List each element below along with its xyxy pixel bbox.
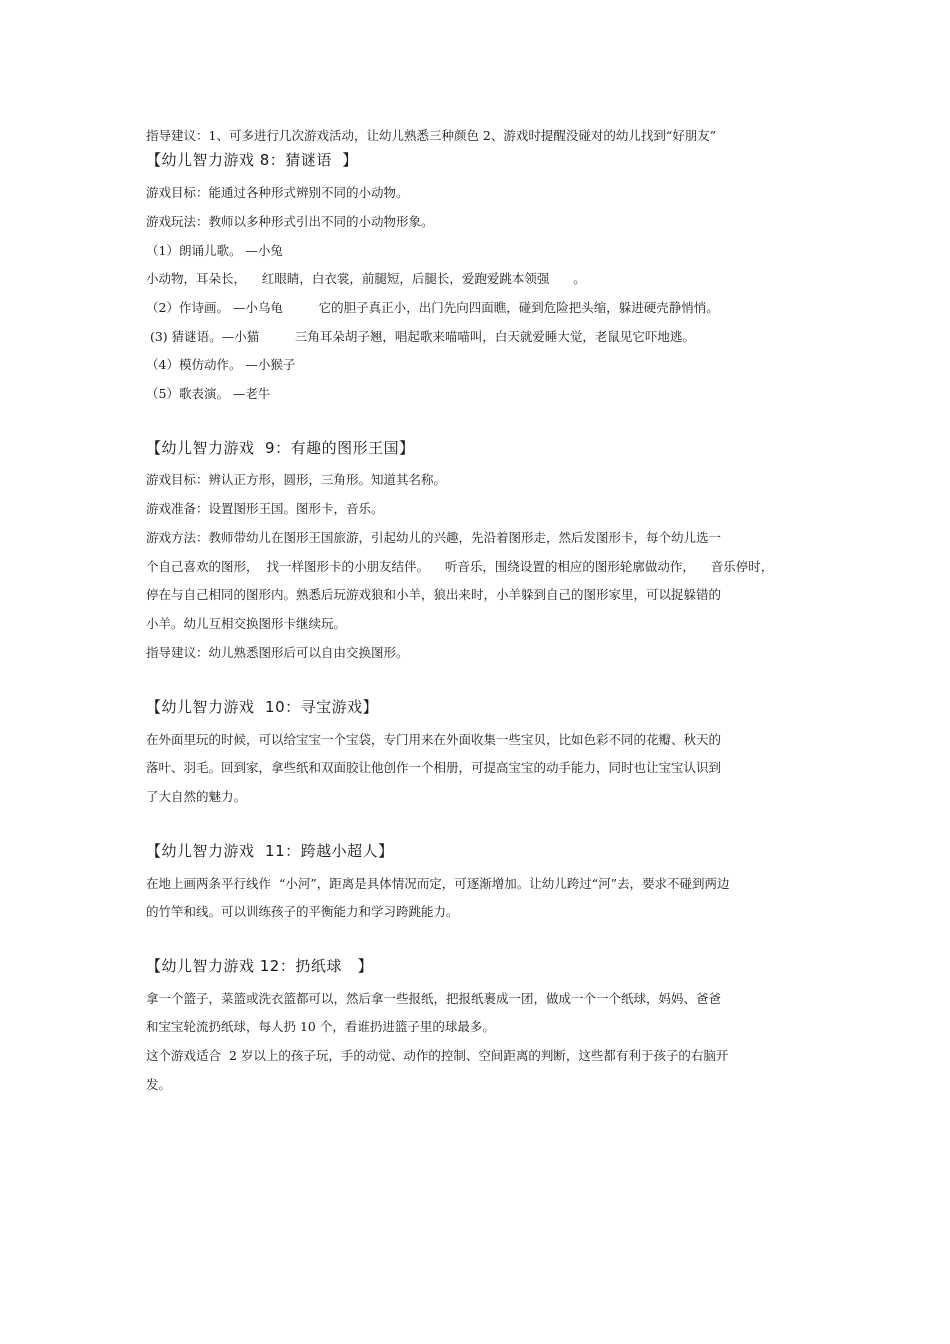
game9-method-line4: 小羊。幼儿互相交换图形卡继续玩。	[146, 616, 347, 631]
game8-method: 游戏玩法：教师以多种形式引出不同的小动物形象。	[146, 214, 434, 229]
game8-item2: （2）作诗画。 —小乌龟 它的胆子真正小，出门先向四面瞧，碰到危险把头缩，躲进硬壳静悄悄。	[146, 300, 719, 315]
game9-guidance: 指导建议：幼儿熟悉图形后可以自由交换图形。	[146, 645, 409, 660]
game10-text-line2: 落叶、羽毛。回到家，拿些纸和双面胶让他创作一个相册，可提高宝宝的动手能力，同时也让宝宝认识到	[146, 760, 722, 775]
game12-text-line1: 拿一个篮子，菜篮或洗衣篮都可以，然后拿一些报纸，把报纸裹成一团，做成一个一个纸球，妈妈、爸爸	[146, 991, 722, 1006]
game12-text-line3: 这个游戏适合 2 岁以上的孩子玩，手的动觉、动作的控制、空间距离的判断，这些都有利于孩子的右脑开	[146, 1048, 729, 1063]
section-heading-game9: 【幼儿智力游戏 9：有趣的图形王国】	[146, 439, 415, 457]
game8-item1: （1）朗诵儿歌。 —小兔	[146, 243, 283, 258]
section-heading-game8: 【幼儿智力游戏 8：猜谜语 】	[146, 151, 358, 169]
game12-text-line4: 发。	[146, 1077, 172, 1092]
game8-item1-rhyme: 小动物，耳朵长， 红眼睛，白衣裳，前腿短，后腿长，爱跑爱跳本领强 。	[146, 271, 586, 286]
guidance-note-game7: 指导建议：1、可多进行几次游戏活动，让幼儿熟悉三种颜色 2、游戏时提醒没碰对的幼儿找到“好朋友”	[146, 128, 717, 143]
game9-preparation: 游戏准备：设置图形王国。图形卡，音乐。	[146, 501, 384, 516]
game9-goal: 游戏目标：辨认正方形，圆形，三角形。知道其名称。	[146, 472, 447, 487]
section-heading-game12: 【幼儿智力游戏 12：扔纸球 】	[146, 957, 374, 975]
game8-item4: （4）模仿动作。 —小猴子	[146, 357, 296, 372]
game11-text-line2: 的竹竿和线。可以训练孩子的平衡能力和学习跨跳能力。	[146, 904, 459, 919]
game10-text-line1: 在外面里玩的时候，可以给宝宝一个宝袋，专门用来在外面收集一些宝贝，比如色彩不同的花瓣、秋天的	[146, 732, 722, 747]
game11-text-line1: 在地上画两条平行线作 “小河”，距离是具体情况而定，可逐渐增加。让幼儿跨过“河”去，要求不碰到两边	[146, 876, 730, 891]
game9-method-line3: 停在与自己相同的图形内。熟悉后玩游戏狼和小羊，狼出来时，小羊躲到自己的图形家里，可以捉躲错的	[146, 587, 722, 602]
game8-goal: 游戏目标：能通过各种形式辨别不同的小动物。	[146, 185, 409, 200]
game10-text-line3: 了大自然的魅力。	[146, 789, 247, 804]
game8-item5: （5）歌表演。 —老牛	[146, 386, 271, 401]
game8-item3: (3) 猜谜语。—小猫 三角耳朵胡子翘，唱起歌来喵喵叫，白天就爱睡大觉，老鼠见它吓地逃。	[146, 329, 695, 344]
section-heading-game11: 【幼儿智力游戏 11：跨越小超人】	[146, 842, 394, 860]
game12-text-line2: 和宝宝轮流扔纸球，每人扔 10 个，看谁扔进篮子里的球最多。	[146, 1019, 495, 1034]
section-heading-game10: 【幼儿智力游戏 10：寻宝游戏】	[146, 698, 379, 716]
game9-method-line1: 游戏方法：教师带幼儿在图形王国旅游，引起幼儿的兴趣，先沿着图形走，然后发图形卡，每个幼儿选一	[146, 530, 722, 545]
game9-method-line2: 个自己喜欢的图形， 找一样图形卡的小朋友结伴。 听音乐，围绕设置的相应的图形轮廓做动作， 音乐停时，	[146, 559, 774, 574]
